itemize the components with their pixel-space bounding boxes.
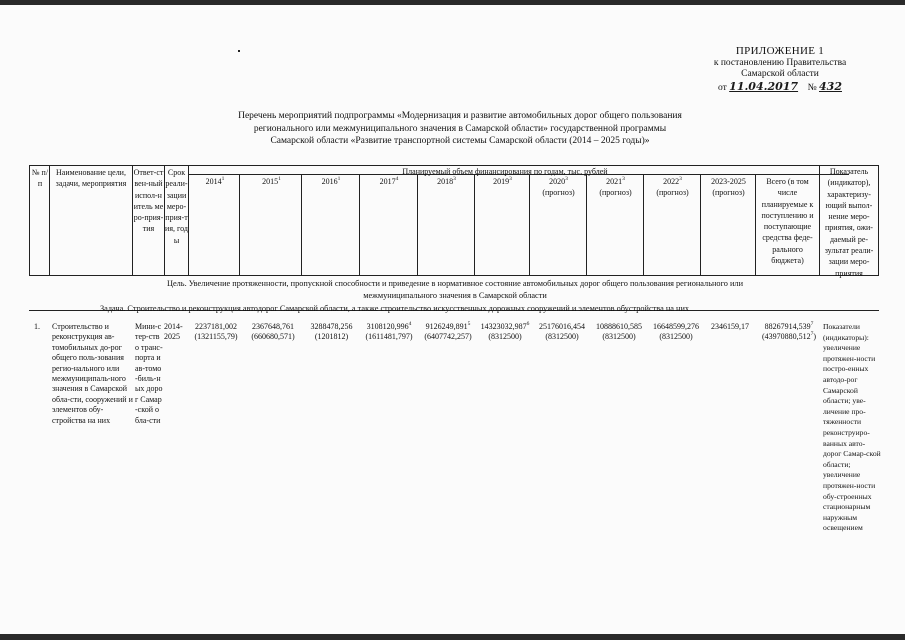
row-responsible: Мини-стер-ство транс-порта и ав-томо-биль-ных дорог Самар-ской обла-сти <box>135 322 163 425</box>
goal-text: Цель. Увеличение протяженности, пропускной способности и приведение в нормативное состояние автомобильных дорог общего пользования регионального или межмуниципального значения в Самарской области <box>166 279 744 300</box>
col-header-2014: 2014$^1$ <box>205 176 225 186</box>
row-indicator: Показатели (индикаторы): увеличение протяжен-ности постро-енных автодо-рог Самарской области; уве-личение про-тяженности реконструиро-ванных авто-дорог Самар-ской области; увеличение протяжен-ности обу-строенных стационарным наружным освещением <box>823 322 881 533</box>
col-header-2015: 2015$^1$ <box>262 176 281 186</box>
col-header-responsible: Ответ-ствен-ный испол-нитель меро-прия-тия <box>133 168 164 234</box>
col-header-2020: 2020$^3$ (прогноз) <box>542 176 575 198</box>
col-header-financing: Планируемый объем финансирования по годам, тыс. рублей <box>402 167 608 176</box>
col-header-name: Наименование цели, задачи, мероприятия <box>55 168 127 189</box>
decree-date-line: от 11.04.2017 № 432 <box>718 79 842 93</box>
col-header-num: № п/п <box>31 168 49 189</box>
task-text: Задача. Строительство и реконструкция автодорог Самарской области, а также строительство искусственных дорожных сооружений и элементов обустройства на них <box>100 304 690 313</box>
col-header-2022: 2022$^3$ (прогноз) <box>656 176 689 198</box>
col-header-2016: 2016$^1$ <box>321 176 341 186</box>
row-value-2020: 25176016,454 (8312500) <box>539 322 585 342</box>
row-value-2016: 3288478,256 (1201812) <box>310 322 353 342</box>
col-header-2018: 2018$^3$ <box>437 176 456 186</box>
appendix-label: ПРИЛОЖЕНИЕ 1 <box>735 45 825 57</box>
scan-top-border <box>0 0 905 5</box>
row-term: 2014-2025 <box>164 322 183 342</box>
col-header-2023-2025: 2023-2025 (прогноз) <box>711 177 746 198</box>
col-header-2019: 2019$^3$ <box>493 176 512 186</box>
col-header-2017: 2017$^4$ <box>379 176 399 186</box>
row-value-2019: 14323032,987$^6$ (8312500) <box>480 321 530 342</box>
row-value-2014: 2237181,002 (1321155,79) <box>194 322 238 342</box>
handwritten-number: 432 <box>819 79 842 93</box>
row-value-2022: 16648599,276 (8312500) <box>653 322 699 342</box>
region-label: Самарской области <box>741 69 819 79</box>
document-title: Перечень мероприятий подпрограммы «Модернизация и развитие автомобильных дорог общего пользования регионального или межмуниципального значения в Самарской области» государственной программы Самарской области «Развитие транспортной системы Самарской области (2014 – 2025 годы)» <box>238 111 682 146</box>
col-header-total: Всего (в том числе планируемые к поступлению и поступающие средства феде-рального бюджета) <box>761 177 814 266</box>
row-value-2015: 2367648,761 (660680,571) <box>251 322 295 342</box>
row-number: 1. <box>34 322 40 331</box>
row-value-total: 88267914,539$^7$ (43970880,512$^7$) <box>761 321 817 342</box>
scan-bottom-border <box>0 634 905 640</box>
col-header-term: Срок реали-зации меро-прия-тия, годы <box>165 168 188 245</box>
decree-label: к постановлению Правительства <box>713 57 847 68</box>
col-header-indicator: Показатель (индикатор), характеризу-ющий выпол-нение меро-приятия, ожи-даемый ре-зультат реали-зации меро-приятия <box>824 167 874 278</box>
row-activity-name: Строительство и реконструкция ав-томобильных до-рог общего поль-зования регио-нального или межмуниципаль-ного значения в Самарской обла-сти, сооружений и элементов обу-стройства на них <box>52 322 133 425</box>
row-value-2021: 10888610,585 (8312500) <box>596 322 642 342</box>
handwritten-date: 11.04.2017 <box>729 79 799 93</box>
col-header-2021: 2021$^3$ (прогноз) <box>599 176 632 198</box>
row-value-2023-2025: 2346159,17 <box>711 322 749 331</box>
scan-speck <box>238 50 240 52</box>
approval-stamp <box>700 46 860 94</box>
row-value-2018: 9126249,891$^5$ (6407742,257) <box>424 321 472 342</box>
row-value-2017: 3108120,996$^4$ (1611481,797) <box>365 321 413 342</box>
